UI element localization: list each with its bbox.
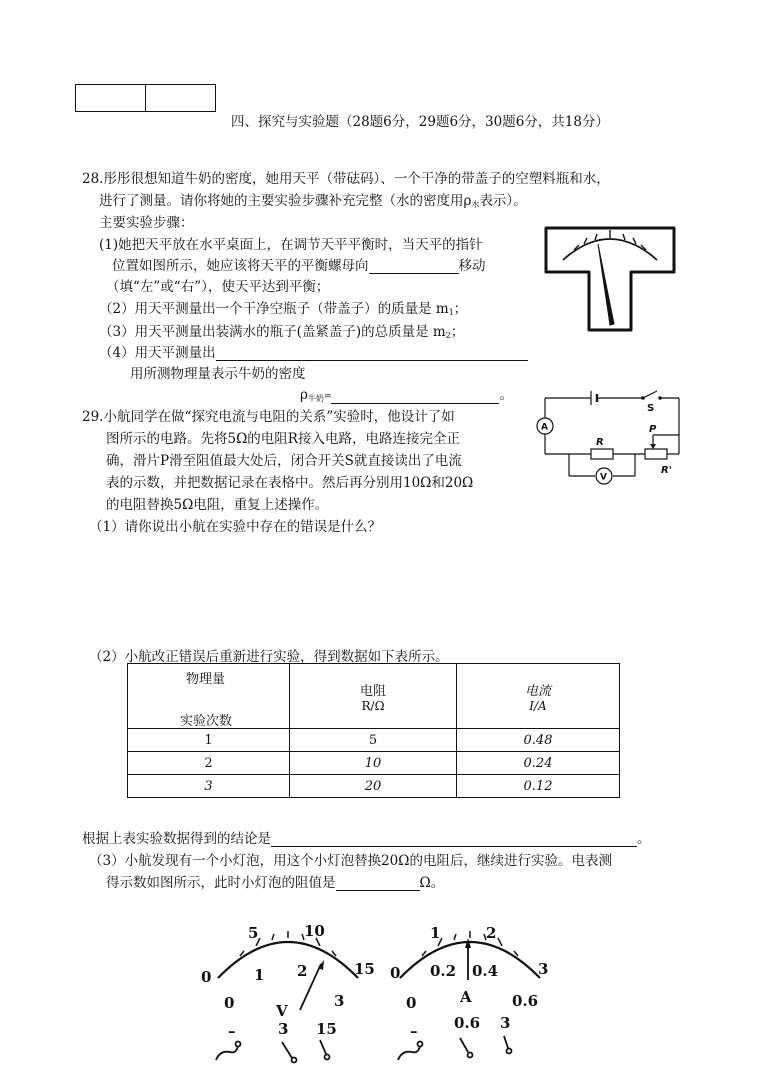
ammeter-terminal: 0.6 (454, 1014, 481, 1032)
ammeter-wire-icon (398, 1046, 420, 1060)
q28-line2: 进行了测量。请你将她的主要实验步骤补充完整（水的密度用$\rho_水$表示）。 (99, 193, 527, 209)
q28-step2: （2）用天平测量出一个干净空瓶子（带盖子）的质量是 $m_1$； (99, 301, 468, 317)
current-cell: 0.24 (457, 752, 620, 775)
ammeter-terminal: – (410, 1022, 418, 1040)
data-table (127, 663, 620, 798)
q28-step1b: 位置如图所示，她应该将天平的平衡螺母向 移动 (112, 258, 486, 274)
q29-question2: （2）小航改正错误后重新进行实验，得到数据如下表所示。 (89, 649, 449, 665)
q28-rho-formula: $\rho_{牛奶}=$ 。 (300, 387, 513, 403)
voltmeter-top-label: 15 (354, 960, 375, 978)
resistance-cell: 10 (290, 752, 457, 775)
table-row (128, 729, 620, 752)
answer-blank-step4[interactable] (216, 346, 528, 361)
voltmeter-bottom-label: 3 (334, 992, 345, 1010)
q29-conclusion: 根据上表实验数据得到的结论是 。 (82, 831, 651, 847)
score-box (75, 84, 216, 112)
q28-line1: 28.彤彤很想知道牛奶的密度，她用天平（带砝码）、一个干净的带盖子的空塑料瓶和水， (82, 171, 610, 187)
section-title: 四、探究与实验题（28题6分，29题6分，30题6分，共18分） (231, 114, 609, 130)
table-header-current: 电流 I/A (457, 664, 620, 729)
ammeter-terminal: 3 (500, 1014, 511, 1032)
voltmeter-top-label: 10 (304, 922, 325, 940)
ammeter-top-label: 2 (486, 924, 497, 942)
answer-blank-conclusion[interactable] (271, 832, 637, 847)
current-cell: 0.12 (457, 775, 620, 798)
q29-line1: 29.小航同学在做“探究电流与电阻的关系”实验时，他设计了如 (82, 409, 455, 425)
voltmeter-terminal: 3 (278, 1020, 289, 1038)
q29-line5: 的电阻替换5Ω电阻，重复上述操作。 (106, 497, 329, 513)
ammeter-dial (392, 918, 562, 1068)
resistance-cell: 20 (290, 775, 457, 798)
q28-step1a: (1)她把天平放在水平桌面上，在调节天平平衡时，当天平的指针 (99, 237, 483, 253)
voltmeter-symbol-label: V (276, 1002, 288, 1020)
table-header-quantity: 物理量 (186, 672, 226, 687)
table-header-resistance: 电阻 R/Ω (290, 664, 457, 729)
ammeter-top-zero: 0 (390, 964, 401, 982)
answer-blank-direction[interactable] (369, 259, 459, 274)
ammeter-top-label: 3 (538, 960, 549, 978)
circuit-label-P: P (649, 424, 657, 435)
voltmeter-bottom-label: 2 (297, 962, 308, 980)
q28-step5: 用所测物理量表示牛奶的密度 (130, 366, 306, 382)
ammeter-bottom-label: 0.6 (512, 992, 539, 1010)
trial-cell: 2 (128, 752, 290, 775)
table-corner-cell (128, 664, 290, 729)
answer-blank-resistance[interactable] (336, 876, 420, 891)
voltmeter-terminal: 15 (316, 1020, 337, 1038)
ammeter-bottom-zero: 0 (406, 994, 417, 1012)
table-header-trial: 实验次数 (180, 714, 233, 729)
ammeter-top-label: 1 (430, 924, 441, 942)
circuit-label-S: S (647, 403, 655, 414)
ammeter-bottom-label: 0.4 (472, 962, 499, 980)
circuit-label-V: V (600, 472, 607, 483)
voltmeter-bottom-label: 1 (254, 966, 265, 984)
q28-steps-label: 主要实验步骤： (99, 215, 194, 231)
q29-line4: 表的示数，并把数据记录在表格中。然后再分别用10Ω和20Ω (106, 475, 474, 491)
circuit-label-Rp: R' (661, 465, 672, 476)
score-cell-2[interactable] (146, 85, 215, 111)
current-cell: 0.48 (457, 729, 620, 752)
table-row (128, 752, 620, 775)
voltmeter-top-label: 5 (248, 924, 259, 942)
trial-cell: 1 (128, 729, 290, 752)
ammeter-bottom-label: 0.2 (430, 962, 457, 980)
balance-pointer-diagram (543, 218, 677, 334)
ammeter-symbol-label: A (460, 988, 472, 1006)
answer-blank-rho[interactable] (331, 389, 499, 404)
q29-question1: （1）请你说出小航在实验中存在的错误是什么？ (89, 519, 382, 535)
voltmeter-terminal: – (228, 1022, 236, 1040)
voltmeter-dial (196, 918, 381, 1068)
circuit-label-R: R (596, 437, 604, 448)
q29-question3a: （3）小航发现有一个小灯泡，用这个小灯泡替换20Ω的电阻后，继续进行实验。电表测 (89, 853, 612, 869)
q28-step4: （4）用天平测量出 (99, 341, 528, 361)
q29-line3: 确，滑片P滑至阻值最大处后，闭合开关S就直接读出了电流 (106, 453, 462, 469)
score-cell-1[interactable] (76, 85, 146, 111)
circuit-label-A: A (541, 422, 548, 433)
table-row (128, 775, 620, 798)
q29-line2: 图所示的电路。先将5Ω的电阻R接入电路，电路连接完全正 (106, 431, 460, 447)
voltmeter-bottom-zero: 0 (224, 994, 235, 1012)
q28-step1c: （填“左”或“右”），使天平达到平衡； (106, 279, 330, 295)
resistance-cell: 5 (290, 729, 457, 752)
q29-question3b: 得示数如图所示，此时小灯泡的阻值是 Ω。 (106, 875, 445, 891)
q28-step3: （3）用天平测量出装满水的瓶子(盖紧盖子)的总质量是 $m_2$； (99, 324, 465, 340)
switch-blade (643, 391, 657, 398)
voltmeter-top-zero: 0 (201, 968, 212, 986)
voltmeter-wire-icon (216, 1046, 238, 1060)
circuit-diagram (533, 388, 683, 488)
trial-cell: 3 (128, 775, 290, 798)
